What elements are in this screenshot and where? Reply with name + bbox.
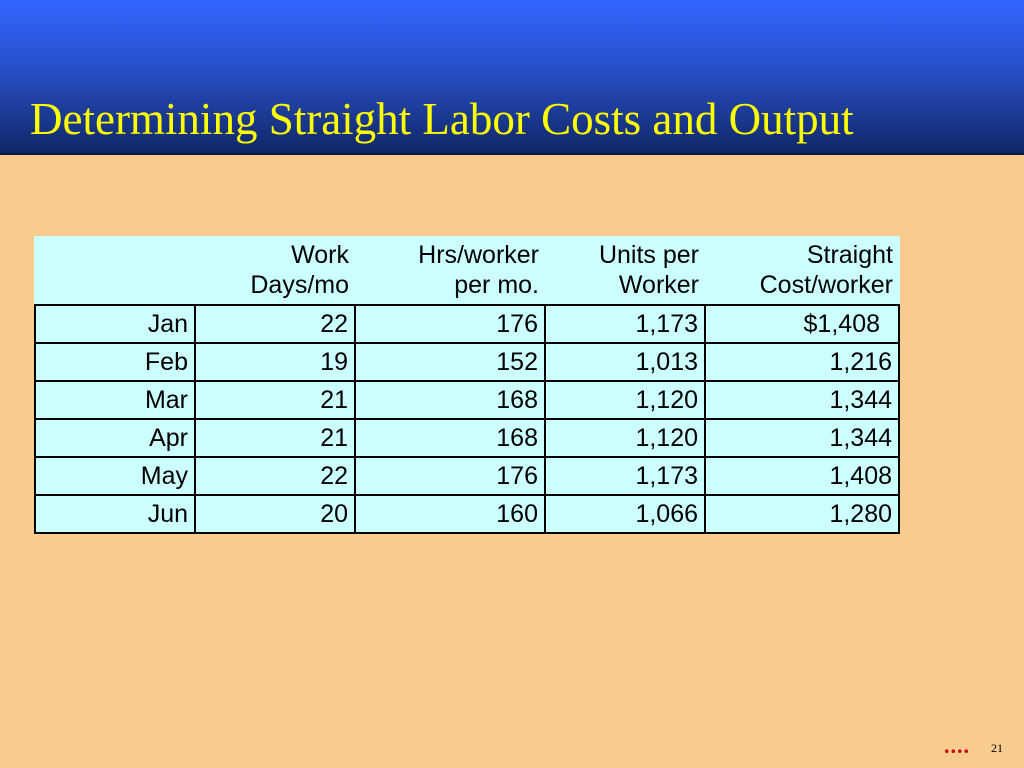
cell-work-days: 21 xyxy=(195,381,355,419)
header-line-1: Straight xyxy=(806,241,893,269)
cell-units: 1,173 xyxy=(545,457,705,495)
table-row xyxy=(35,381,899,419)
header-line-1: Units per xyxy=(598,241,699,269)
cell-work-days: 22 xyxy=(195,457,355,495)
table-row xyxy=(35,419,899,457)
cell-hrs-worker: 176 xyxy=(355,305,545,343)
cell-hrs-worker: 168 xyxy=(355,419,545,457)
cell-units: 1,120 xyxy=(545,381,705,419)
table-row xyxy=(35,457,899,495)
cell-units: 1,173 xyxy=(545,305,705,343)
continuation-dots: .... xyxy=(944,733,970,758)
cell-cost: 1,344 xyxy=(705,419,899,457)
table-header-row xyxy=(35,236,899,305)
header-units-per-worker xyxy=(545,236,705,305)
table-row xyxy=(35,495,899,533)
cell-cost: 1,408 xyxy=(705,457,899,495)
header-line-1: Work xyxy=(291,241,349,269)
cell-units: 1,120 xyxy=(545,419,705,457)
header-line-2: Worker xyxy=(618,271,699,299)
cell-work-days: 19 xyxy=(195,343,355,381)
header-line-2: Days/mo xyxy=(250,271,349,299)
cell-month: Mar xyxy=(35,381,195,419)
cell-month: Jun xyxy=(35,495,195,533)
cell-cost: 1,280 xyxy=(705,495,899,533)
cell-hrs-worker: 152 xyxy=(355,343,545,381)
title-banner xyxy=(0,0,1024,155)
labor-cost-table xyxy=(34,236,900,534)
cell-cost: 1,344 xyxy=(705,381,899,419)
header-line-2: Cost/worker xyxy=(759,271,893,299)
cell-cost: 1,216 xyxy=(705,343,899,381)
cell-units: 1,066 xyxy=(545,495,705,533)
cell-units: 1,013 xyxy=(545,343,705,381)
header-line-2: per mo. xyxy=(454,271,539,299)
header-month xyxy=(35,236,195,305)
cell-cost: $1,408 xyxy=(705,305,899,343)
page-number: 21 xyxy=(991,741,1003,755)
cell-hrs-worker: 176 xyxy=(355,457,545,495)
cell-work-days: 20 xyxy=(195,495,355,533)
cell-month: Feb xyxy=(35,343,195,381)
labor-cost-table-container xyxy=(34,236,900,534)
cell-month: May xyxy=(35,457,195,495)
cell-work-days: 22 xyxy=(195,305,355,343)
slide-title: Determining Straight Labor Costs and Output xyxy=(30,94,854,144)
header-line-1: Hrs/worker xyxy=(418,241,539,269)
header-work-days xyxy=(195,236,355,305)
cell-hrs-worker: 160 xyxy=(355,495,545,533)
table-row xyxy=(35,343,899,381)
table-row xyxy=(35,305,899,343)
cell-month: Jan xyxy=(35,305,195,343)
cell-hrs-worker: 168 xyxy=(355,381,545,419)
header-hrs-worker xyxy=(355,236,545,305)
header-straight-cost xyxy=(705,236,899,305)
cell-month: Apr xyxy=(35,419,195,457)
cell-work-days: 21 xyxy=(195,419,355,457)
